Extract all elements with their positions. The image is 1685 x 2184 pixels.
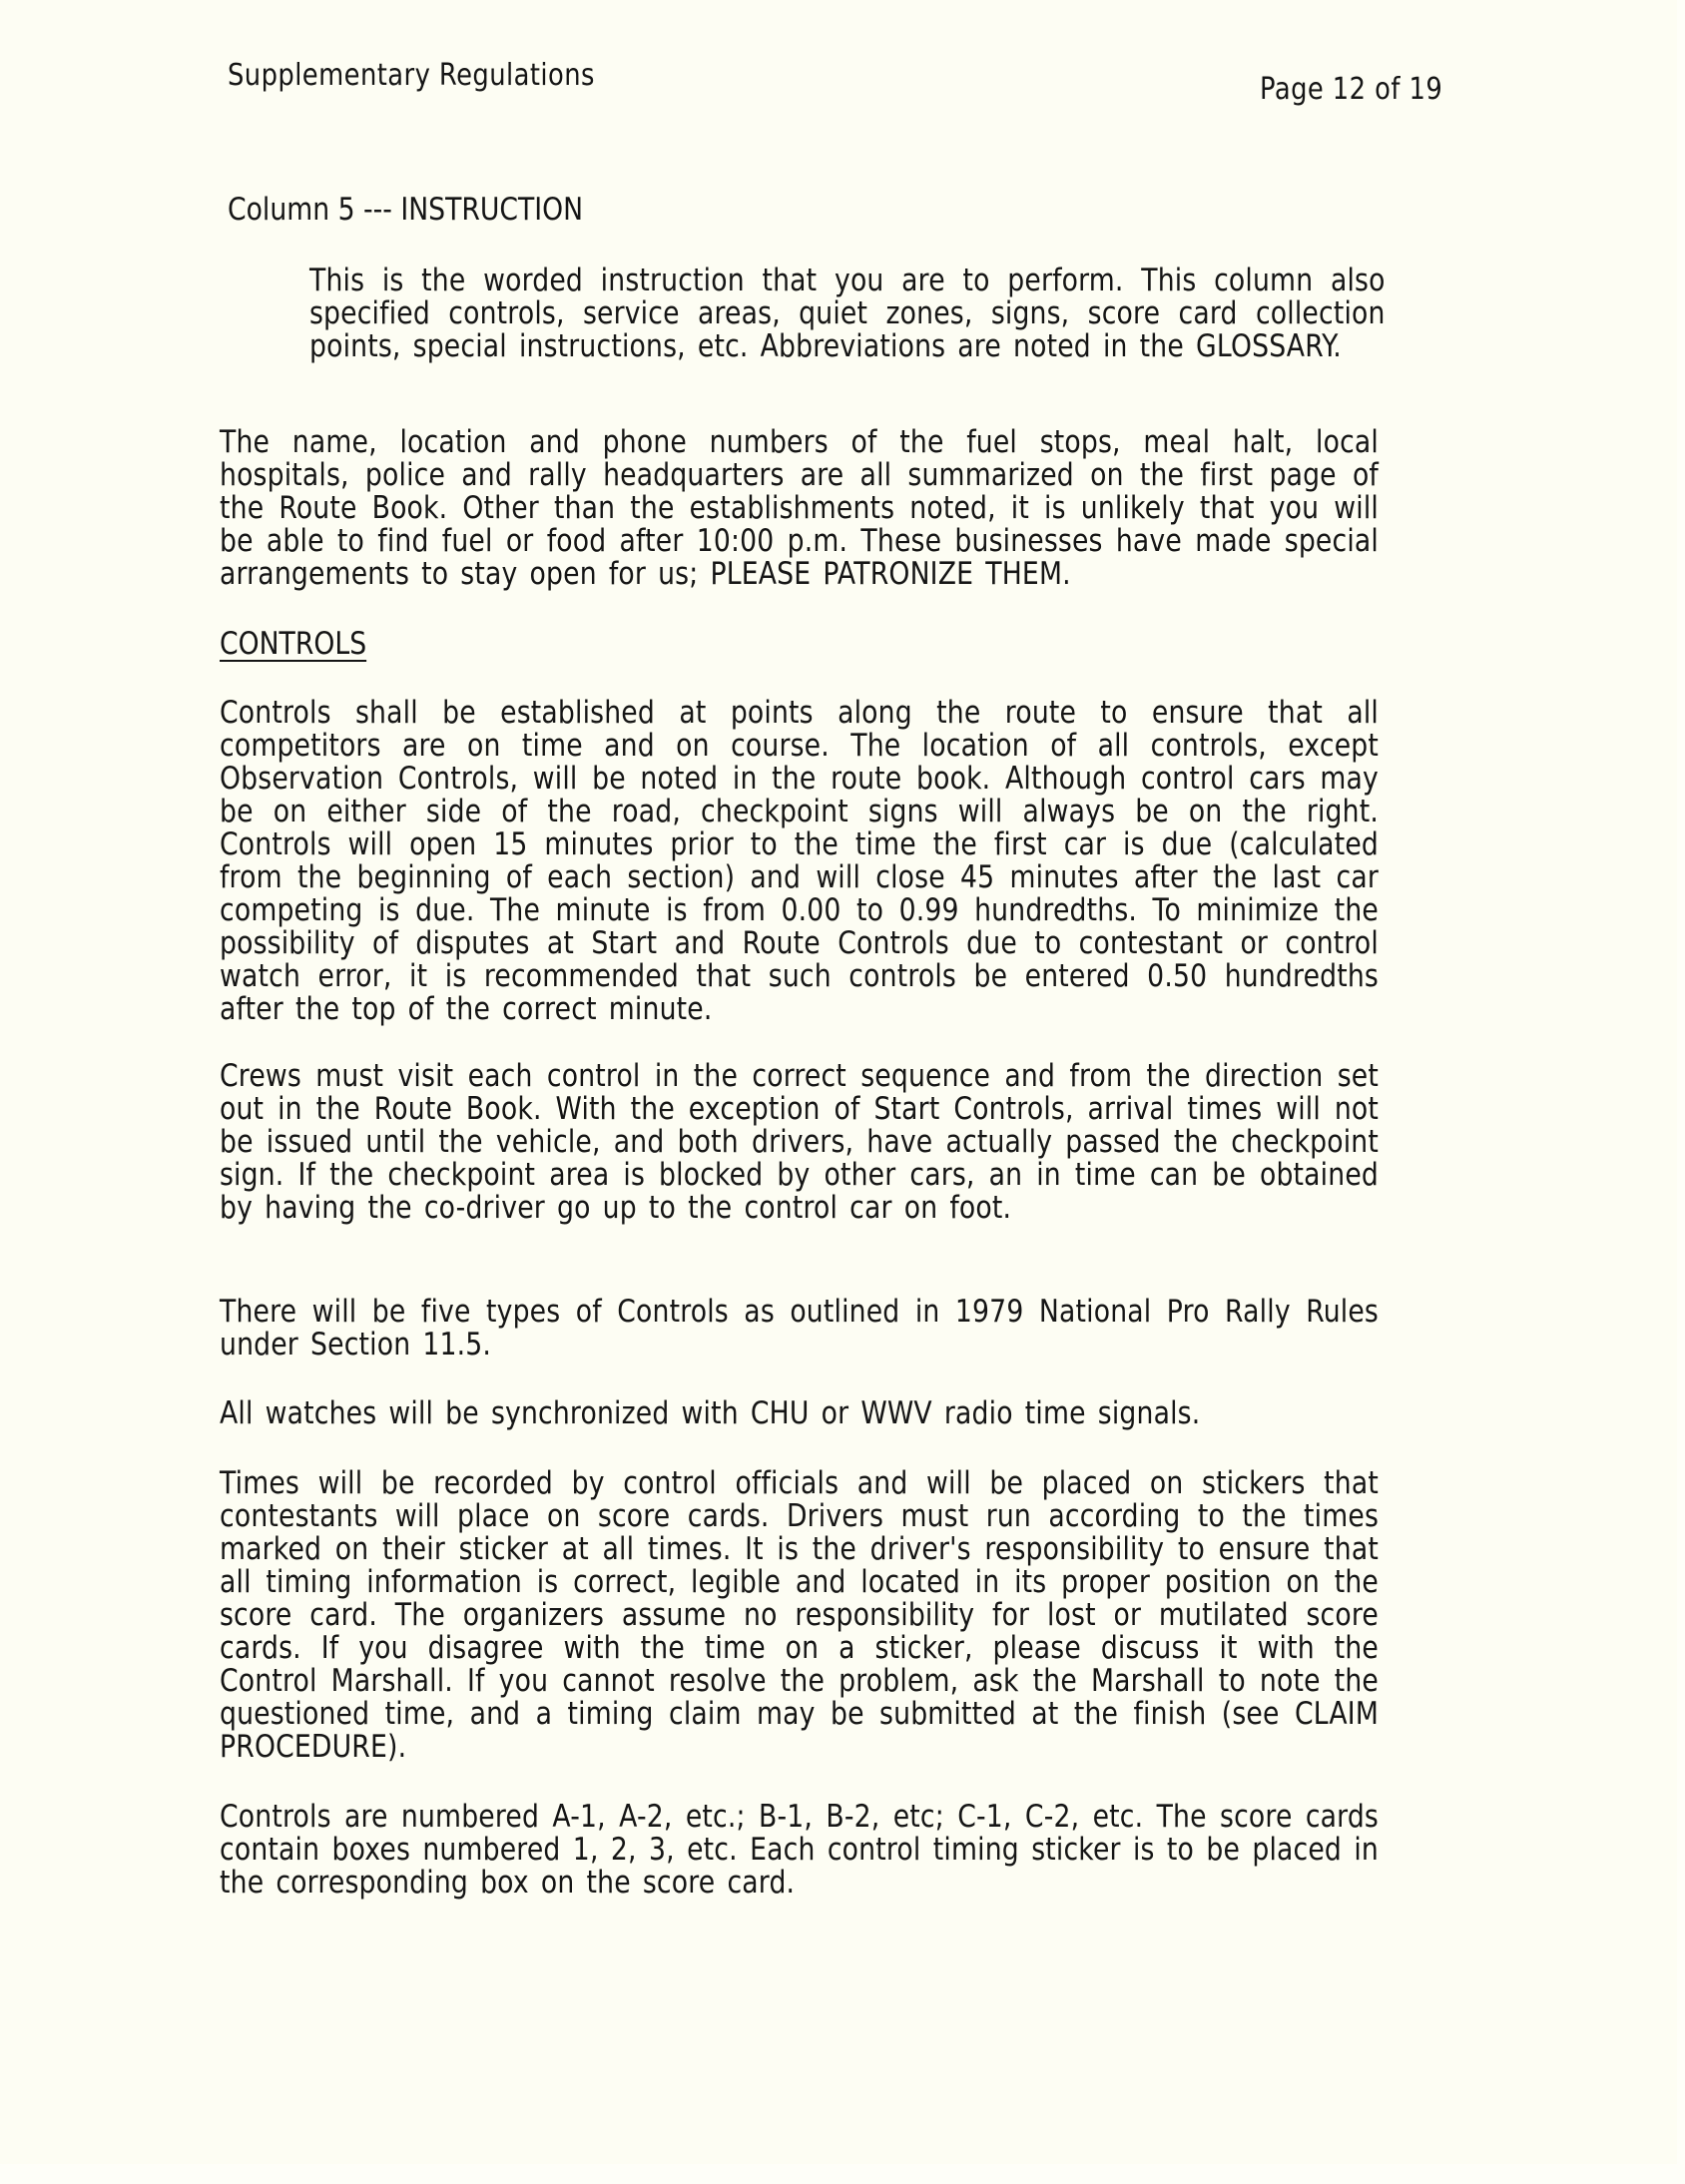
controls-paragraph: There will be five types of Controls as outlined in 1979 National Pro Rally Rules under Section 11.5. [220, 1294, 1379, 1363]
document-title: Supplementary Regulations [228, 58, 595, 93]
column5-description: This is the worded instruction that you are to perform. This column also specified controls, service areas, quiet zones, signs, score card collection points, special instructions, etc. Abbreviations are noted in the GLOSSARY. [309, 263, 1386, 364]
controls-paragraph: Crews must visit each control in the correct sequence and from the direction set out in the Route Book. With the exception of Start Controls, arrival times will not be issued until the vehicle, and both drivers, have actually passed the checkpoint sign. If the checkpoint area is blocked by other cars, an in time can be obtained by having the co-driver go up to the control car on foot. [220, 1058, 1379, 1226]
controls-heading: CONTROLS [220, 626, 367, 662]
controls-paragraph: Controls are numbered A-1, A-2, etc.; B-1, B-2, etc; C-1, C-2, etc. The score cards contain boxes numbered 1, 2, 3, etc. Each control timing sticker is to be placed in the corresponding box on the score card. [220, 1799, 1379, 1901]
controls-paragraph: Times will be recorded by control officials and will be placed on stickers that contestants will place on score cards. Drivers must run according to the times marked on their sticker at all times. It is the driver's responsibility to ensure that all timing information is correct, legible and located in its proper position on the score card. The organizers assume no responsibility for lost or mutilated score cards. If you disagree with the time on a sticker, please discuss it with the Control Marshall. If you cannot resolve the problem, ask the Marshall to note the questioned time, and a timing claim may be submitted at the finish (see CLAIM PROCEDURE). [220, 1465, 1379, 1765]
page-number: Page 12 of 19 [1260, 72, 1443, 107]
fuel-stops-paragraph: The name, location and phone numbers of the fuel stops, meal halt, local hospitals, police and rally headquarters are all summarized on the first page of the Route Book. Other than the establishments noted, it is unlikely that you will be able to find fuel or food after 10:00 p.m. These businesses have made special arrangements to stay open for us; PLEASE PATRONIZE THEM. [220, 424, 1379, 592]
column5-heading: Column 5 --- INSTRUCTION [228, 192, 584, 228]
controls-paragraph: Controls shall be established at points along the route to ensure that all competitors are on time and on course. The location of all controls, except Observation Controls, will be noted in the route book. Although control cars may be on either side of the road, checkpoint signs will always be on the right. Controls will open 15 minutes prior to the time the first car is due (calculated from the beginning of each section) and will close 45 minutes after the last car competing is due. The minute is from 0.00 to 0.99 hundredths. To minimize the possibility of disputes at Start and Route Controls due to contestant or control watch error, it is recommended that such controls be entered 0.50 hundredths after the top of the correct minute. [220, 695, 1379, 1027]
controls-paragraph: All watches will be synchronized with CHU or WWV radio time signals. [220, 1395, 1201, 1431]
